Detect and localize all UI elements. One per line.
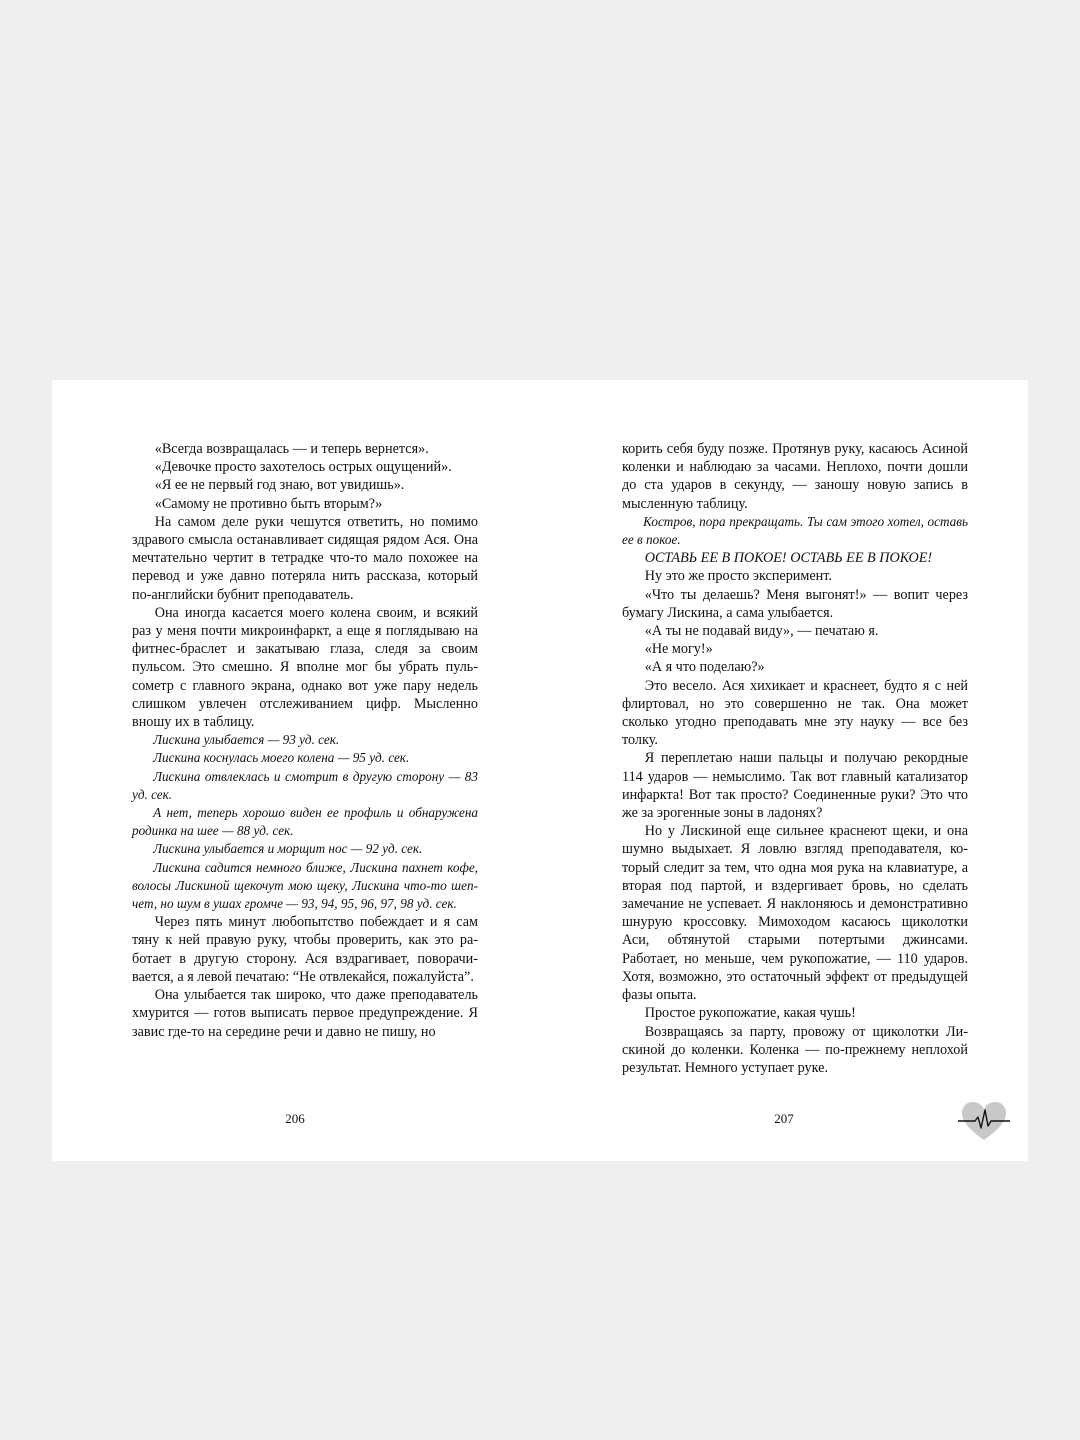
paragraph: «А ты не подавай виду», — печатаю я. <box>644 623 879 640</box>
page-number-right: 207 <box>774 1111 794 1126</box>
paragraph: На самом деле руки чешутся ответить, но помимо здравого смысла останавливает сидящая рядом Ася. Она мечтательно чертит в тетрадке что-то мало похожее на перевод и уже давно потеряла нить рассказа, который по-английски бубнит преподаватель. <box>132 513 478 603</box>
paragraph: «Всегда возвращалась — и теперь вернется». <box>154 441 429 457</box>
italic-note: Лискина садится немного ближе, Лискина пахнет кофе, волосы Лискиной щекочут мою щеку, Лискина что-то шепчет, но шум в ушах громче — 93, 94, 95, 96, 97, 98 уд. сек. <box>132 859 478 912</box>
paragraph: «Самому не противно быть вторым?» <box>154 495 383 512</box>
paragraph: Простое рукопожатие, какая чушь! <box>644 1005 856 1022</box>
heartbeat-heart-icon <box>958 1100 1010 1142</box>
book-spread <box>52 380 1028 1161</box>
paragraph: «А я что поделаю?» <box>644 659 765 676</box>
italic-shout: ОСТАВЬ ЕЕ В ПОКОЕ! ОСТАВЬ ЕЕ В ПОКОЕ! <box>644 550 933 567</box>
italic-note: А нет, теперь хорошо виден ее профиль и обнаружена родинка на шее — 88 уд. сек. <box>132 805 478 839</box>
paragraph: «Что ты делаешь? Меня выгонят!» — вопит через бумагу Лискина, а сама улыбается. <box>622 586 968 621</box>
paragraph: Это весело. Ася хихикает и краснеет, будто я с ней флиртовал, но это совершенно не так. Она может сколько угодно преподавать мне эту науку — все без толку. <box>622 677 968 749</box>
page-number-left: 206 <box>285 1111 305 1126</box>
left-page <box>132 440 478 1041</box>
right-page <box>622 440 968 1077</box>
paragraph: Через пять минут любопытство побеждает и я сам тяну к ней правую руку, чтобы проверить, как это работает в другую сторону. Ася вздрагивает, поворачивается, а я левой печатаю: “Не отвлекайся, пожалуйста”. <box>132 914 478 985</box>
paragraph: Ну это же просто эксперимент. <box>644 568 832 585</box>
paragraph: «Я ее не первый год знаю, вот увидишь». <box>154 477 405 494</box>
italic-note: Лискина коснулась моего колена — 95 уд. сек. <box>153 750 410 766</box>
paragraph: Она улыбается так широко, что даже преподаватель хмурится — готов выписать первое предупреждение. Я завис где-то на середине речи и давно не пишу, но <box>132 987 478 1040</box>
paragraph: «Не могу!» <box>644 641 713 658</box>
paragraph: Она иногда касается моего колена своим, и всякий раз у меня почти микроинфаркт, а еще я поглядываю на фитнес-браслет и закатываю глаза, следя за своим пульсом. Это смешно. Я вполне мог бы убрать пульсометр с главного экрана, однако вот уже пару недель слишком увлечен отслеживанием цифр. Мысленно вношу их в таблицу. <box>132 604 478 731</box>
italic-note: Костров, пора прекращать. Ты сам этого хотел, оставь ее в покое. <box>622 513 968 548</box>
paragraph: «Девочке просто захотелось острых ощущений». <box>154 459 452 476</box>
italic-note: Лискина улыбается — 93 уд. сек. <box>153 732 340 748</box>
paragraph: Но у Лискиной еще сильнее краснеют щеки, и она шумно выдыхает. Я ловлю взгляд преподавателя, который следит за тем, что одна моя рука на клавиатуре, а вторая под партой, и вздергивает бровь, но сделать замечание не успевает. Я наклоняюсь и демонстративно шнурую кроссовку. Мимоходом касаюсь щиколотки Аси, обтянутой старыми потертыми джинсами. Работает, но меньше, чем рукопожатие, — 110 ударов. Хотя, возможно, это остаточный эффект от предыдущей фазы опыта. <box>622 823 968 1004</box>
paragraph: корить себя буду позже. Протянув руку, касаюсь Асиной коленки и наблюдаю за часами. Неплохо, почти дошли до ста ударов в секунду, — заношу новую запись в мысленную таблицу. <box>622 441 968 512</box>
italic-note: Лискина улыбается и морщит нос — 92 уд. сек. <box>153 841 423 857</box>
italic-note: Лискина отвлеклась и смотрит в другую сторону — 83 уд. сек. <box>132 768 478 802</box>
paragraph: Я переплетаю наши пальцы и получаю рекордные 114 ударов — немыслимо. Так вот главный катализатор инфаркта! Вот так просто? Соединенные руки? Это что же за эрогенные зоны в ладонях? <box>622 750 968 822</box>
paragraph: Возвращаясь за парту, провожу от щиколотки Лискиной до коленки. Коленка — по-прежнему неплохой результат. Немного уступает руке. <box>622 1023 968 1076</box>
